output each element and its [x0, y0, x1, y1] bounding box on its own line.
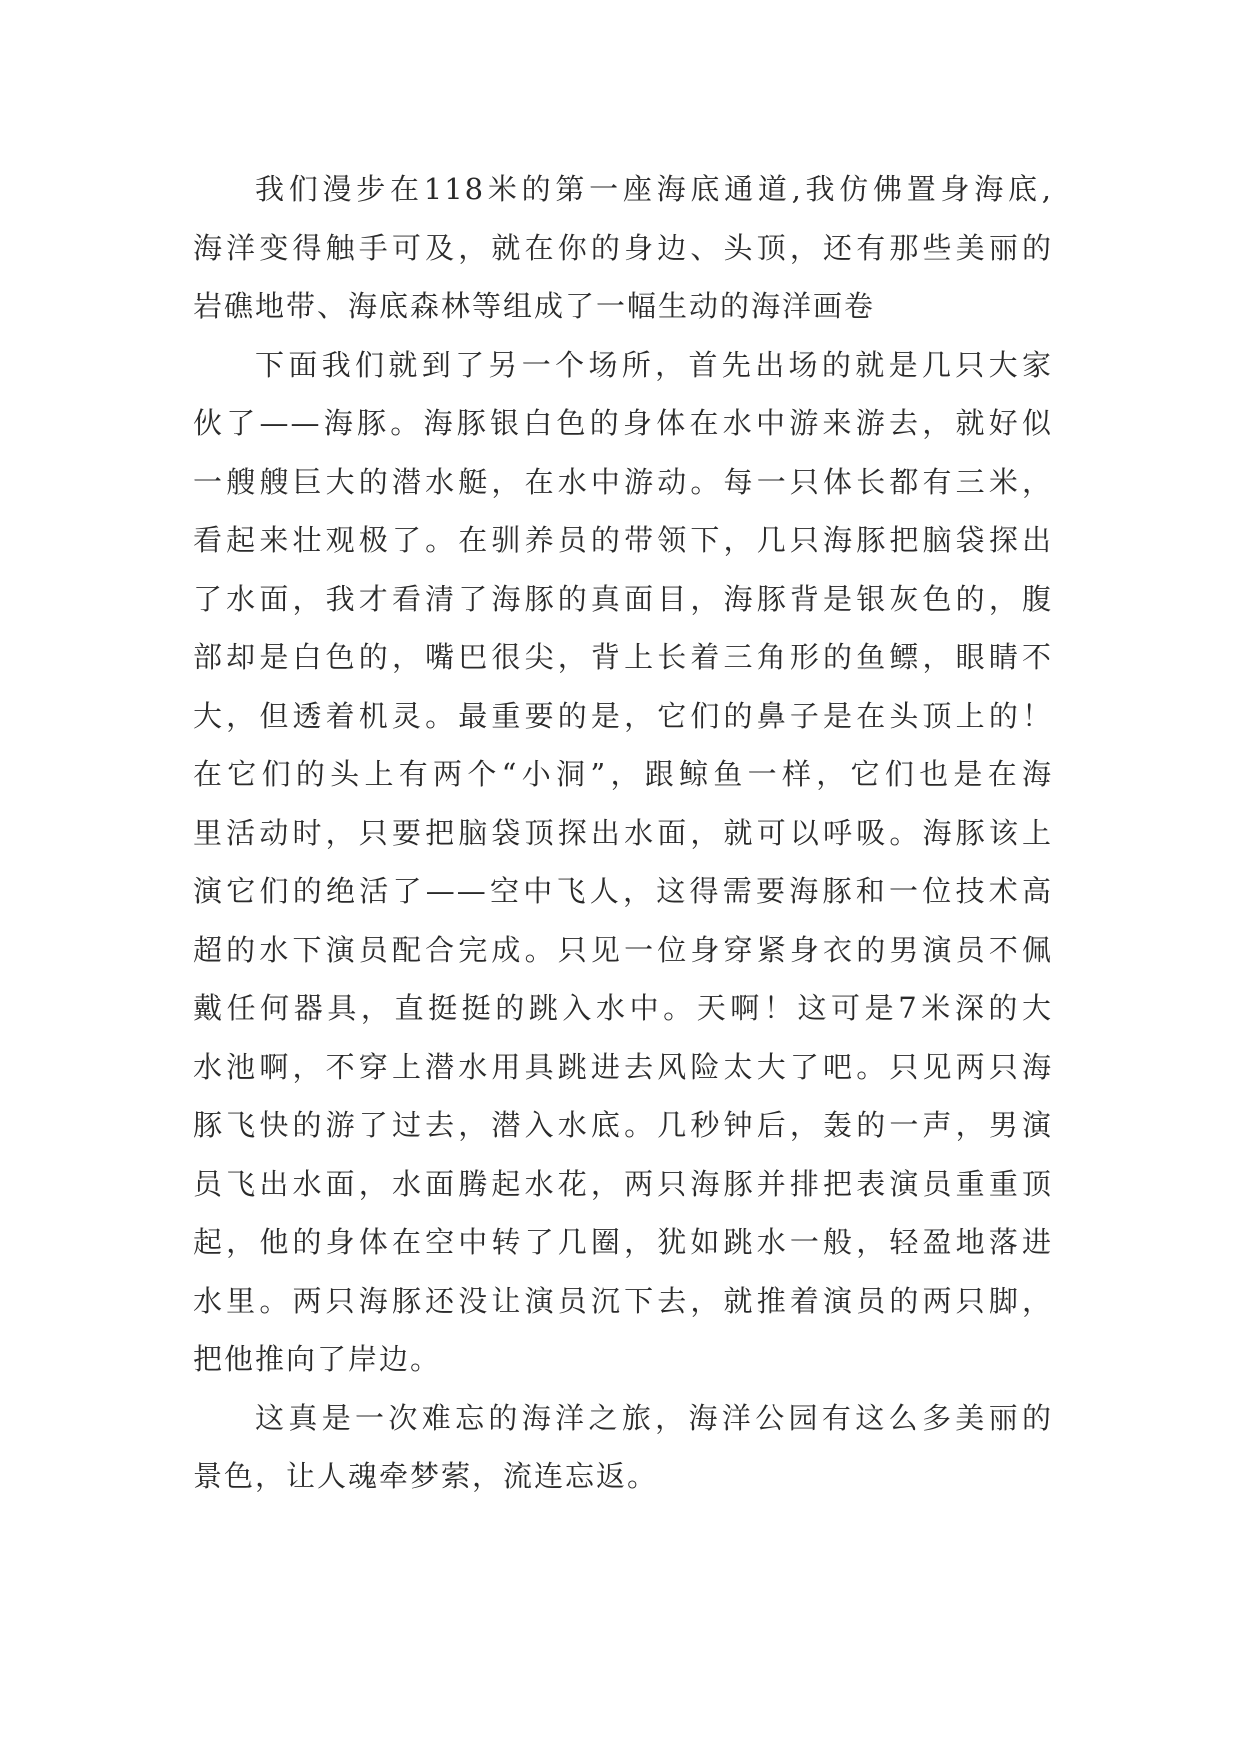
- paragraph-line: 这真是一次难忘的海洋之旅，海洋公园有这么多美丽的: [255, 1400, 1053, 1435]
- paragraph-line: 了水面，我才看清了海豚的真面目，海豚背是银灰色的，腹: [193, 581, 1053, 616]
- document-body: [193, 160, 1053, 1506]
- paragraph-line: 岩礁地带、海底森林等组成了一幅生动的海洋画卷: [193, 289, 876, 323]
- paragraph-line: 戴任何器具，直挺挺的跳入水中。天啊！这可是7米深的大: [193, 991, 1053, 1025]
- paragraph-3: [193, 1389, 1053, 1506]
- paragraph-1: [193, 160, 1053, 336]
- paragraph-line: 我们漫步在118米的第一座海底通道,我仿佛置身海底,: [255, 172, 1053, 206]
- paragraph-2: [193, 336, 1053, 1389]
- paragraph-line: 员飞出水面，水面腾起水花，两只海豚并排把表演员重重顶: [193, 1166, 1053, 1201]
- paragraph-line: 演它们的绝活了——空中飞人，这得需要海豚和一位技术高: [193, 874, 1053, 908]
- paragraph-line: 一艘艘巨大的潜水艇，在水中游动。每一只体长都有三米，: [193, 464, 1053, 499]
- paragraph-line: 在它们的头上有两个“小洞”，跟鲸鱼一样，它们也是在海: [193, 757, 1053, 791]
- paragraph-line: 海洋变得触手可及，就在你的身边、头顶，还有那些美丽的: [193, 230, 1053, 265]
- paragraph-line: 部却是白色的，嘴巴很尖，背上长着三角形的鱼鳔，眼睛不: [193, 640, 1053, 674]
- paragraph-line: 下面我们就到了另一个场所，首先出场的就是几只大家: [255, 347, 1053, 382]
- paragraph-line: 水里。两只海豚还没让演员沉下去，就推着演员的两只脚，: [193, 1283, 1053, 1318]
- paragraph-line: 起，他的身体在空中转了几圈，犹如跳水一般，轻盈地落进: [193, 1225, 1053, 1259]
- paragraph-line: 把他推向了岸边。: [193, 1342, 442, 1376]
- paragraph-line: 看起来壮观极了。在驯养员的带领下，几只海豚把脑袋探出: [193, 523, 1053, 557]
- paragraph-line: 景色，让人魂牵梦萦，流连忘返。: [193, 1459, 659, 1493]
- paragraph-line: 伙了——海豚。海豚银白色的身体在水中游来游去，就好似: [193, 406, 1053, 440]
- paragraph-line: 里活动时，只要把脑袋顶探出水面，就可以呼吸。海豚该上: [193, 815, 1053, 850]
- paragraph-line: 豚飞快的游了过去，潜入水底。几秒钟后，轰的一声，男演: [193, 1108, 1053, 1142]
- paragraph-line: 大，但透着机灵。最重要的是，它们的鼻子是在头顶上的！: [193, 698, 1053, 733]
- paragraph-line: 超的水下演员配合完成。只见一位身穿紧身衣的男演员不佩: [193, 932, 1053, 967]
- paragraph-line: 水池啊，不穿上潜水用具跳进去风险太大了吧。只见两只海: [193, 1049, 1053, 1084]
